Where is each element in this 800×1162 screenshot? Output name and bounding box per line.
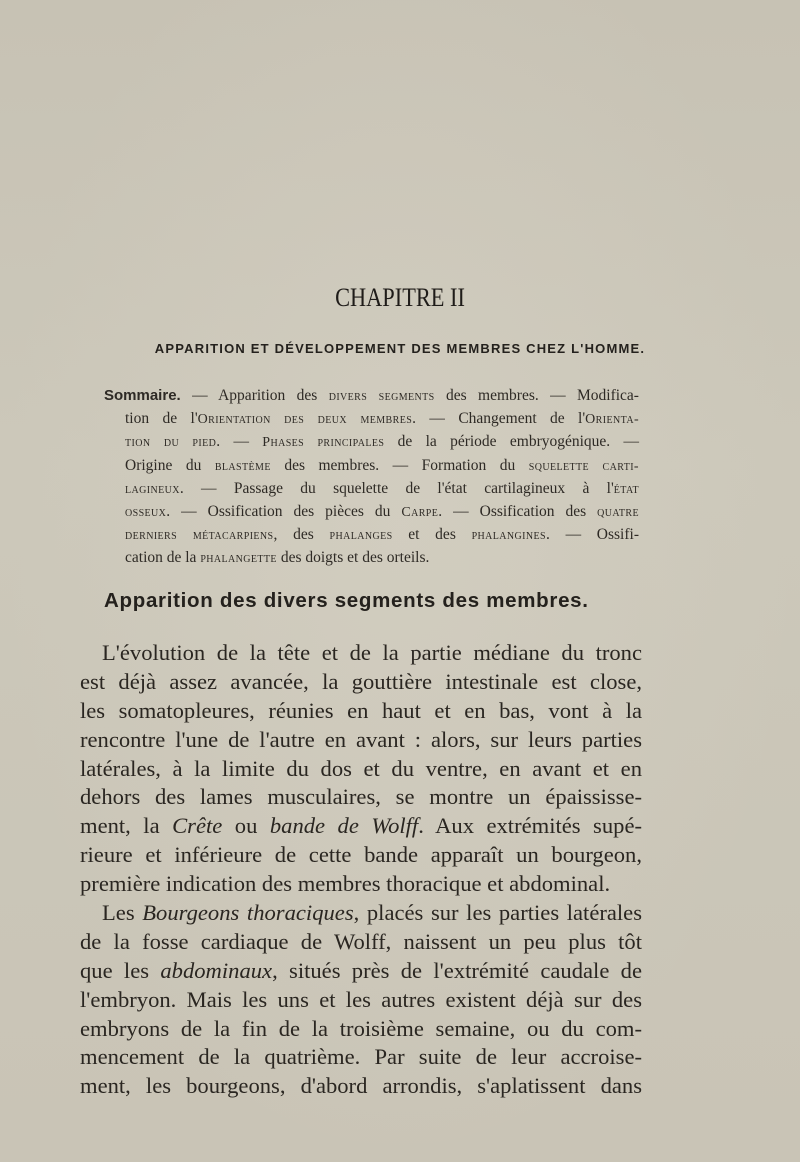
small-caps-term: phalanges	[329, 528, 393, 544]
body-line	[80, 841, 642, 870]
italic-term: Bourgeons thoraciques	[142, 900, 354, 926]
summary-line	[104, 454, 639, 477]
small-caps-term: Orienta-	[585, 412, 640, 428]
small-caps-term: osseux	[125, 504, 167, 520]
summary-line	[104, 430, 639, 453]
summary-line	[104, 546, 639, 569]
text-run: première indication des membres thoracique et abdominal.	[80, 871, 611, 897]
small-caps-term: squelette carti-	[528, 458, 639, 474]
small-caps-term: blastème	[214, 458, 271, 474]
text-run: . — Ossification des	[438, 502, 598, 520]
body-line	[80, 1043, 642, 1072]
small-caps-term: Carpe	[401, 504, 439, 520]
italic-term: abdominaux	[160, 957, 273, 983]
text-run: . — Changement de l'	[412, 410, 586, 428]
text-run: que les	[80, 957, 161, 983]
text-run: , situés près de l'extrémité caudale de	[272, 957, 642, 983]
small-caps-term: Orientation des deux membres	[197, 412, 413, 428]
summary-line	[104, 477, 639, 500]
body-line	[80, 957, 642, 986]
chapter-summary	[104, 384, 639, 570]
summary-line	[104, 384, 639, 407]
body-line	[80, 899, 642, 928]
text-run: latérales, à la limite du dos et du ventre, en avant et en	[80, 755, 642, 781]
small-caps-term: quatre	[597, 504, 639, 520]
text-run: ment, les bourgeons, d'abord arrondis, s'aplatissent dans	[80, 1073, 642, 1099]
text-run: , des	[273, 526, 330, 544]
text-run: . — Passage du squelette de l'état cartilagineux à l'	[179, 479, 614, 497]
small-caps-term: phalangette	[200, 551, 277, 567]
text-run: dehors des lames musculaires, se montre un épaississe-	[80, 784, 642, 810]
text-run: embryons de la fin de la troisième semaine, ou du com-	[80, 1015, 642, 1041]
text-run: . — Ossifi-	[545, 526, 639, 544]
small-caps-term: Phases principales	[262, 435, 385, 451]
text-run: et des	[392, 526, 472, 544]
text-run: les somatopleures, réunies en haut et en bas, vont à la	[80, 697, 642, 723]
text-run: , placés sur les parties latérales	[353, 900, 642, 926]
body-line	[80, 755, 642, 784]
text-run: Origine du	[125, 456, 215, 474]
text-run: Les	[102, 900, 143, 926]
text-run: cation de la	[125, 549, 201, 567]
summary-line-content	[181, 387, 639, 404]
small-caps-term: tion du pied	[125, 435, 217, 451]
text-run: rieure et inférieure de cette bande apparaît un bourgeon,	[80, 842, 642, 868]
chapter-title: CHAPITRE II	[335, 283, 465, 312]
text-run: . Aux extrémités supé-	[418, 813, 642, 839]
body-line	[80, 986, 642, 1015]
body-line	[80, 783, 642, 812]
small-caps-term: lagineux	[125, 481, 180, 497]
text-run: mencement de la quatrième. Par suite de leur accroise-	[80, 1044, 642, 1070]
text-run: — Apparition des	[180, 387, 329, 404]
text-run: des membres. — Formation du	[270, 456, 529, 474]
summary-line	[104, 500, 639, 523]
body-line	[80, 726, 642, 755]
body-line	[80, 697, 642, 726]
italic-term: bande de Wolff	[269, 813, 419, 839]
body-paragraphs	[80, 639, 642, 1101]
text-run: . —	[216, 433, 263, 451]
text-run: des doigts et des orteils.	[276, 549, 430, 567]
text-run: ou	[222, 813, 270, 839]
body-line	[80, 668, 642, 697]
small-caps-term: divers segments	[328, 389, 435, 404]
small-caps-term: phalangines	[471, 528, 546, 544]
text-run: de la période embryogénique. —	[384, 433, 639, 451]
text-run: tion de l'	[125, 410, 198, 428]
text-run: est déjà assez avancée, la gouttière intestinale est close,	[80, 668, 642, 694]
italic-term: Crête	[172, 813, 223, 839]
small-caps-term: derniers métacarpiens	[125, 528, 274, 544]
text-run: de la fosse cardiaque de Wolff, naissent un peu plus tôt	[80, 928, 642, 954]
text-run: l'embryon. Mais les uns et les autres existent déjà sur des	[80, 986, 642, 1012]
body-line	[80, 870, 642, 899]
chapter-subtitle: APPARITION ET DÉVELOPPEMENT DES MEMBRES CHEZ L'HOMME.	[154, 341, 646, 356]
body-line	[80, 928, 642, 957]
body-line	[80, 639, 642, 668]
summary-line	[104, 523, 639, 546]
body-line	[80, 1015, 642, 1044]
text-run: ment, la	[80, 813, 173, 839]
text-run: L'évolution de la tête et de la partie médiane du tronc	[102, 640, 642, 665]
summary-line	[104, 407, 639, 430]
text-run: rencontre l'une de l'autre en avant : alors, sur leurs parties	[80, 726, 642, 752]
body-line	[80, 812, 642, 841]
section-heading: Apparition des divers segments des membres.	[104, 589, 589, 612]
text-run: . — Ossification des pièces du	[166, 502, 402, 520]
summary-label: Sommaire.	[104, 387, 181, 404]
body-line	[80, 1072, 642, 1101]
small-caps-term: état	[613, 481, 639, 497]
text-run: des membres. — Modifica-	[434, 387, 639, 404]
